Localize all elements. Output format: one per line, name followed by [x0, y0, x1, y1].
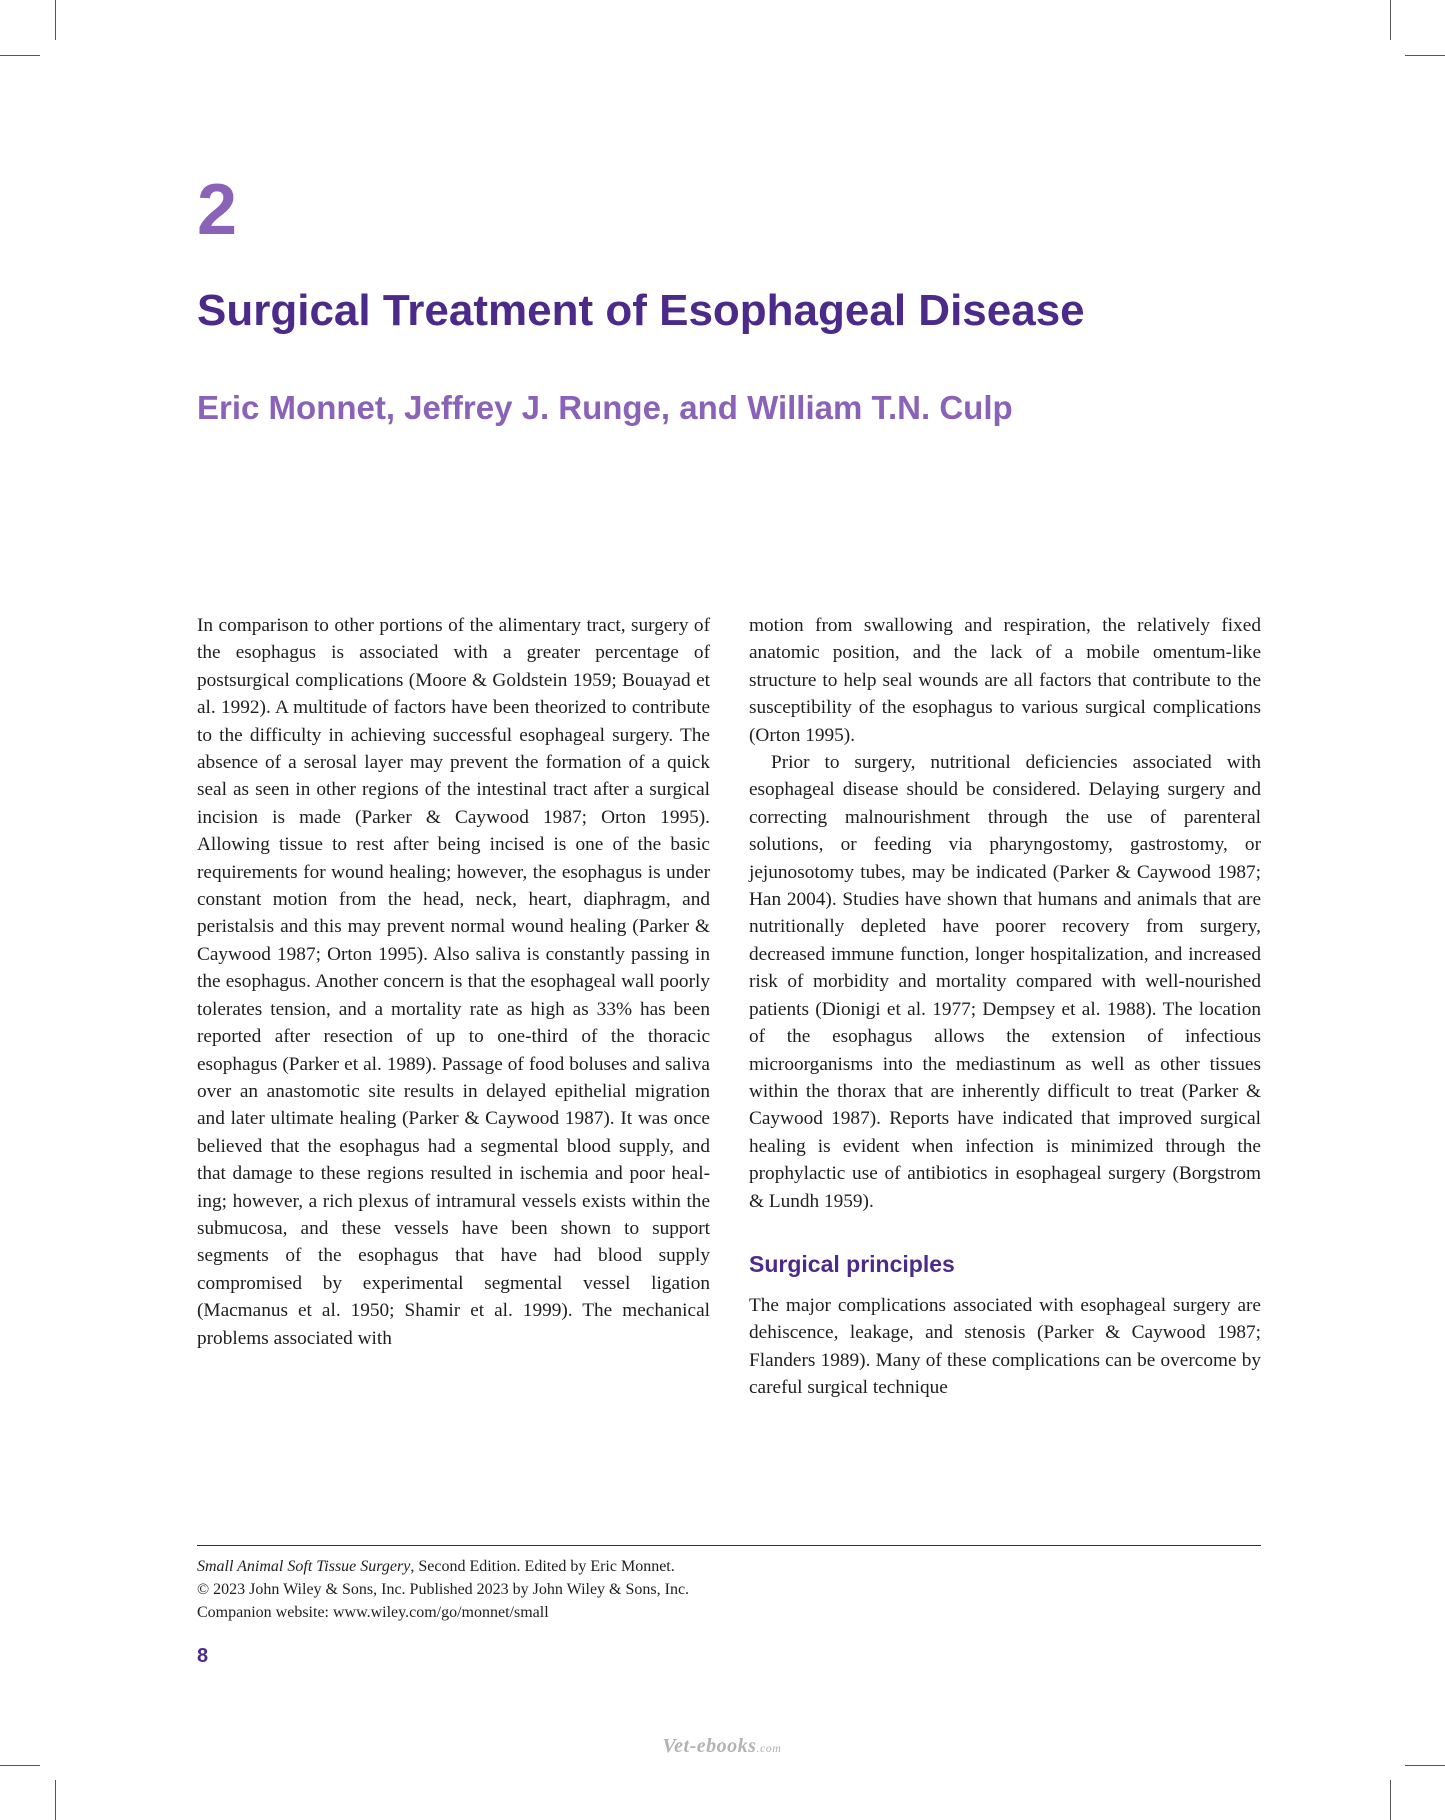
edition-line: , Second Edition. Edited by Eric Monnet. [410, 1558, 675, 1575]
crop-mark-top-right [1405, 55, 1445, 56]
chapter-authors: Eric Monnet, Jeffrey J. Runge, and William T.N. Culp [197, 389, 1013, 426]
chapter-number: 2 [197, 170, 238, 250]
book-title: Small Animal Soft Tissue Surgery [197, 1558, 411, 1575]
footnote-citation [197, 1555, 1261, 1578]
body-paragraph: In comparison to other portions of the alimentary tract, surgery of the esophagus is associated with a greater percentage of postsurgical complications (Moore & Goldstein 1959; Bouayad et al. 1992). A multitude of factors have been theorized to contribute to the difficulty in achieving successful esophageal surgery. The absence of a serosal layer may prevent the formation of a quick seal as seen in other regions of the intestinal tract after a surgical incision is made (Parker & Caywood 1987; Orton 1995). Allowing tissue to rest after being incised is one of the basic requirements for wound healing; however, the esophagus is under constant motion from the head, neck, heart, diaphragm, and peristalsis and this may prevent normal wound healing (Parker & Caywood 1987; Orton 1995). Also saliva is constantly passing in the esophagus. Another concern is that the esophageal wall poorly tolerates tension, and a mortality rate as high as 33% has been reported after resection of up to one-third of the thoracic esophagus (Parker et al. 1989). Passage of food boluses and saliva over an anastomotic site results in delayed epithelial migration and later ultimate healing (Parker & Caywood 1987). It was once believed that the esophagus had a segmental blood supply, and that damage to these regions resulted in ischemia and poor healing; however, a rich plexus of intramural vessels exists within the submucosa, and these vessels have been shown to support segments of the esophagus that have had blood supply compromised by experimental segmental vessel ligation (Macmanus et al. 1950; Shamir et al. 1999). The mechanical problems associated with [197, 615, 710, 1349]
crop-mark-bottom-right [1390, 1780, 1391, 1820]
footer-divider [197, 1545, 1261, 1546]
body-column-left [197, 612, 710, 1352]
section-heading: Surgical principles [749, 1250, 955, 1277]
body-paragraph: Prior to surgery, nutritional deficiencies associated with esophageal disease should be considered. Delaying surgery and correcting malnourishment through the use of parenteral solutions, or feeding via pharyngostomy, gastrostomy, or jejunosotomy tubes, may be indicated (Parker & Caywood 1987; Han 2004). Studies have shown that humans and animals that are nutritionally depleted have poorer recovery from surgery, decreased immune function, longer hospitalization, and increased risk of morbidity and mortality compared with well-nourished patients (Dionigi et al. 1977; Dempsey et al. 1988). The location of the esophagus allows the extension of infectious microorganisms into the mediastinum as well as other tissues within the thorax that are inherently difficult to treat (Parker & Caywood 1987). Reports have indicated that improved surgical healing is evident when infection is minimized through the prophylactic use of antibiotics in esophageal surgery (Borgstrom & Lundh 1959). [749, 752, 1261, 1212]
crop-mark-bottom-right [1405, 1765, 1445, 1766]
watermark-text: Vet-ebooks [662, 1735, 757, 1757]
chapter-title: Surgical Treatment of Esophageal Disease [197, 286, 1085, 335]
watermark-suffix: .com [756, 1741, 782, 1755]
page-number: 8 [197, 1645, 209, 1667]
crop-mark-bottom-left [0, 1765, 40, 1766]
crop-mark-top-left [0, 55, 40, 56]
crop-mark-top-left [55, 0, 56, 40]
companion-website-line: Companion website: www.wiley.com/go/monnet/small [197, 1604, 549, 1621]
watermark-logo [652, 1735, 792, 1758]
crop-mark-bottom-left [55, 1780, 56, 1820]
body-paragraph: The major complications associated with esophageal surgery are dehiscence, leakage, and stenosis (Parker & Caywood 1987; Flanders 1989). Many of these complications can be overcome by careful surgical technique [749, 1294, 1261, 1399]
body-column-right [749, 612, 1261, 1402]
body-paragraph: motion from swallowing and respiration, the relatively fixed anatomic position, and the lack of a mobile omentum-like structure to help seal wounds are all factors that contribute to the susceptibility of the esophagus to various surgical complications (Orton 1995). [749, 615, 1261, 746]
footnote [197, 1555, 1261, 1624]
copyright-line: © 2023 John Wiley & Sons, Inc. Published 2023 by John Wiley & Sons, Inc. [197, 1581, 690, 1598]
crop-mark-top-right [1390, 0, 1391, 40]
